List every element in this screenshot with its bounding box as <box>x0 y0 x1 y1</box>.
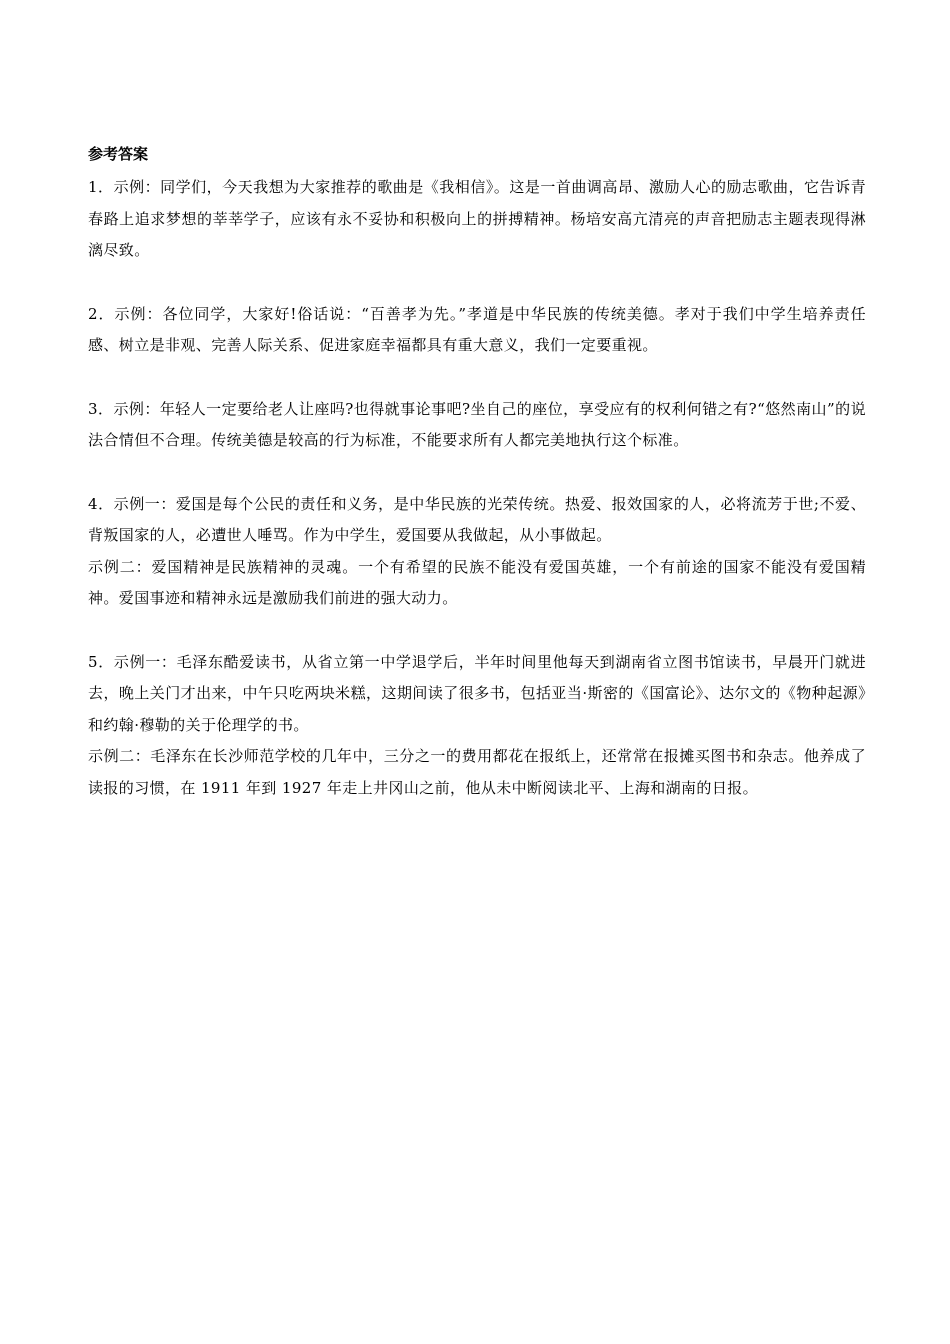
answer-5-example-2: 示例二：毛泽东在长沙师范学校的几年中，三分之一的费用都花在报纸上，还常常在报摊买图书和杂志。他养成了读报的习惯，在 1911 年到 1927 年走上井冈山之前，他从未中断阅读北平、上海和湖南的日报。 <box>88 747 866 797</box>
answer-1-paragraph: 1．示例：同学们，今天我想为大家推荐的歌曲是《我相信》。这是一首曲调高昂、激励人心的励志歌曲，它告诉青春路上追求梦想的莘莘学子，应该有永不妥协和积极向上的拼搏精神。杨培安高亢清亮的声音把励志主题表现得淋漓尽致。 <box>88 178 866 259</box>
answer-4 <box>88 489 866 615</box>
answer-5 <box>88 647 866 805</box>
answer-3 <box>88 394 866 457</box>
answer-2-paragraph: 2．示例：各位同学，大家好!俗话说：“百善孝为先。”孝道是中华民族的传统美德。孝对于我们中学生培养责任感、树立是非观、完善人际关系、促进家庭幸福都具有重大意义，我们一定要重视。 <box>88 304 866 354</box>
answer-document <box>88 144 866 836</box>
answer-5-example-1: 5．示例一：毛泽东酷爱读书，从省立第一中学退学后，半年时间里他每天到湖南省立图书馆读书，早晨开门就进去，晚上关门才出来，中午只吃两块米糕，这期间读了很多书，包括亚当·斯密的《国富论》、达尔文的《物种起源》和约翰·穆勒的关于伦理学的书。 <box>88 652 866 734</box>
answer-3-paragraph: 3．示例：年轻人一定要给老人让座吗?也得就事论事吧?坐自己的座位，享受应有的权利何错之有?“悠然南山”的说法合情但不合理。传统美德是较高的行为标准，不能要求所有人都完美地执行这个标准。 <box>88 399 866 449</box>
answer-2 <box>88 299 866 362</box>
page-title: 参考答案 <box>88 145 149 163</box>
answer-1 <box>88 172 866 267</box>
answer-4-example-1: 4．示例一：爱国是每个公民的责任和义务，是中华民族的光荣传统。热爱、报效国家的人，必将流芳于世;不爱、背叛国家的人，必遭世人唾骂。作为中学生，爱国要从我做起，从小事做起。 <box>88 494 866 544</box>
answer-4-example-2: 示例二：爱国精神是民族精神的灵魂。一个有希望的民族不能没有爱国英雄，一个有前途的国家不能没有爱国精神。爱国事迹和精神永远是激励我们前进的强大动力。 <box>88 557 866 607</box>
